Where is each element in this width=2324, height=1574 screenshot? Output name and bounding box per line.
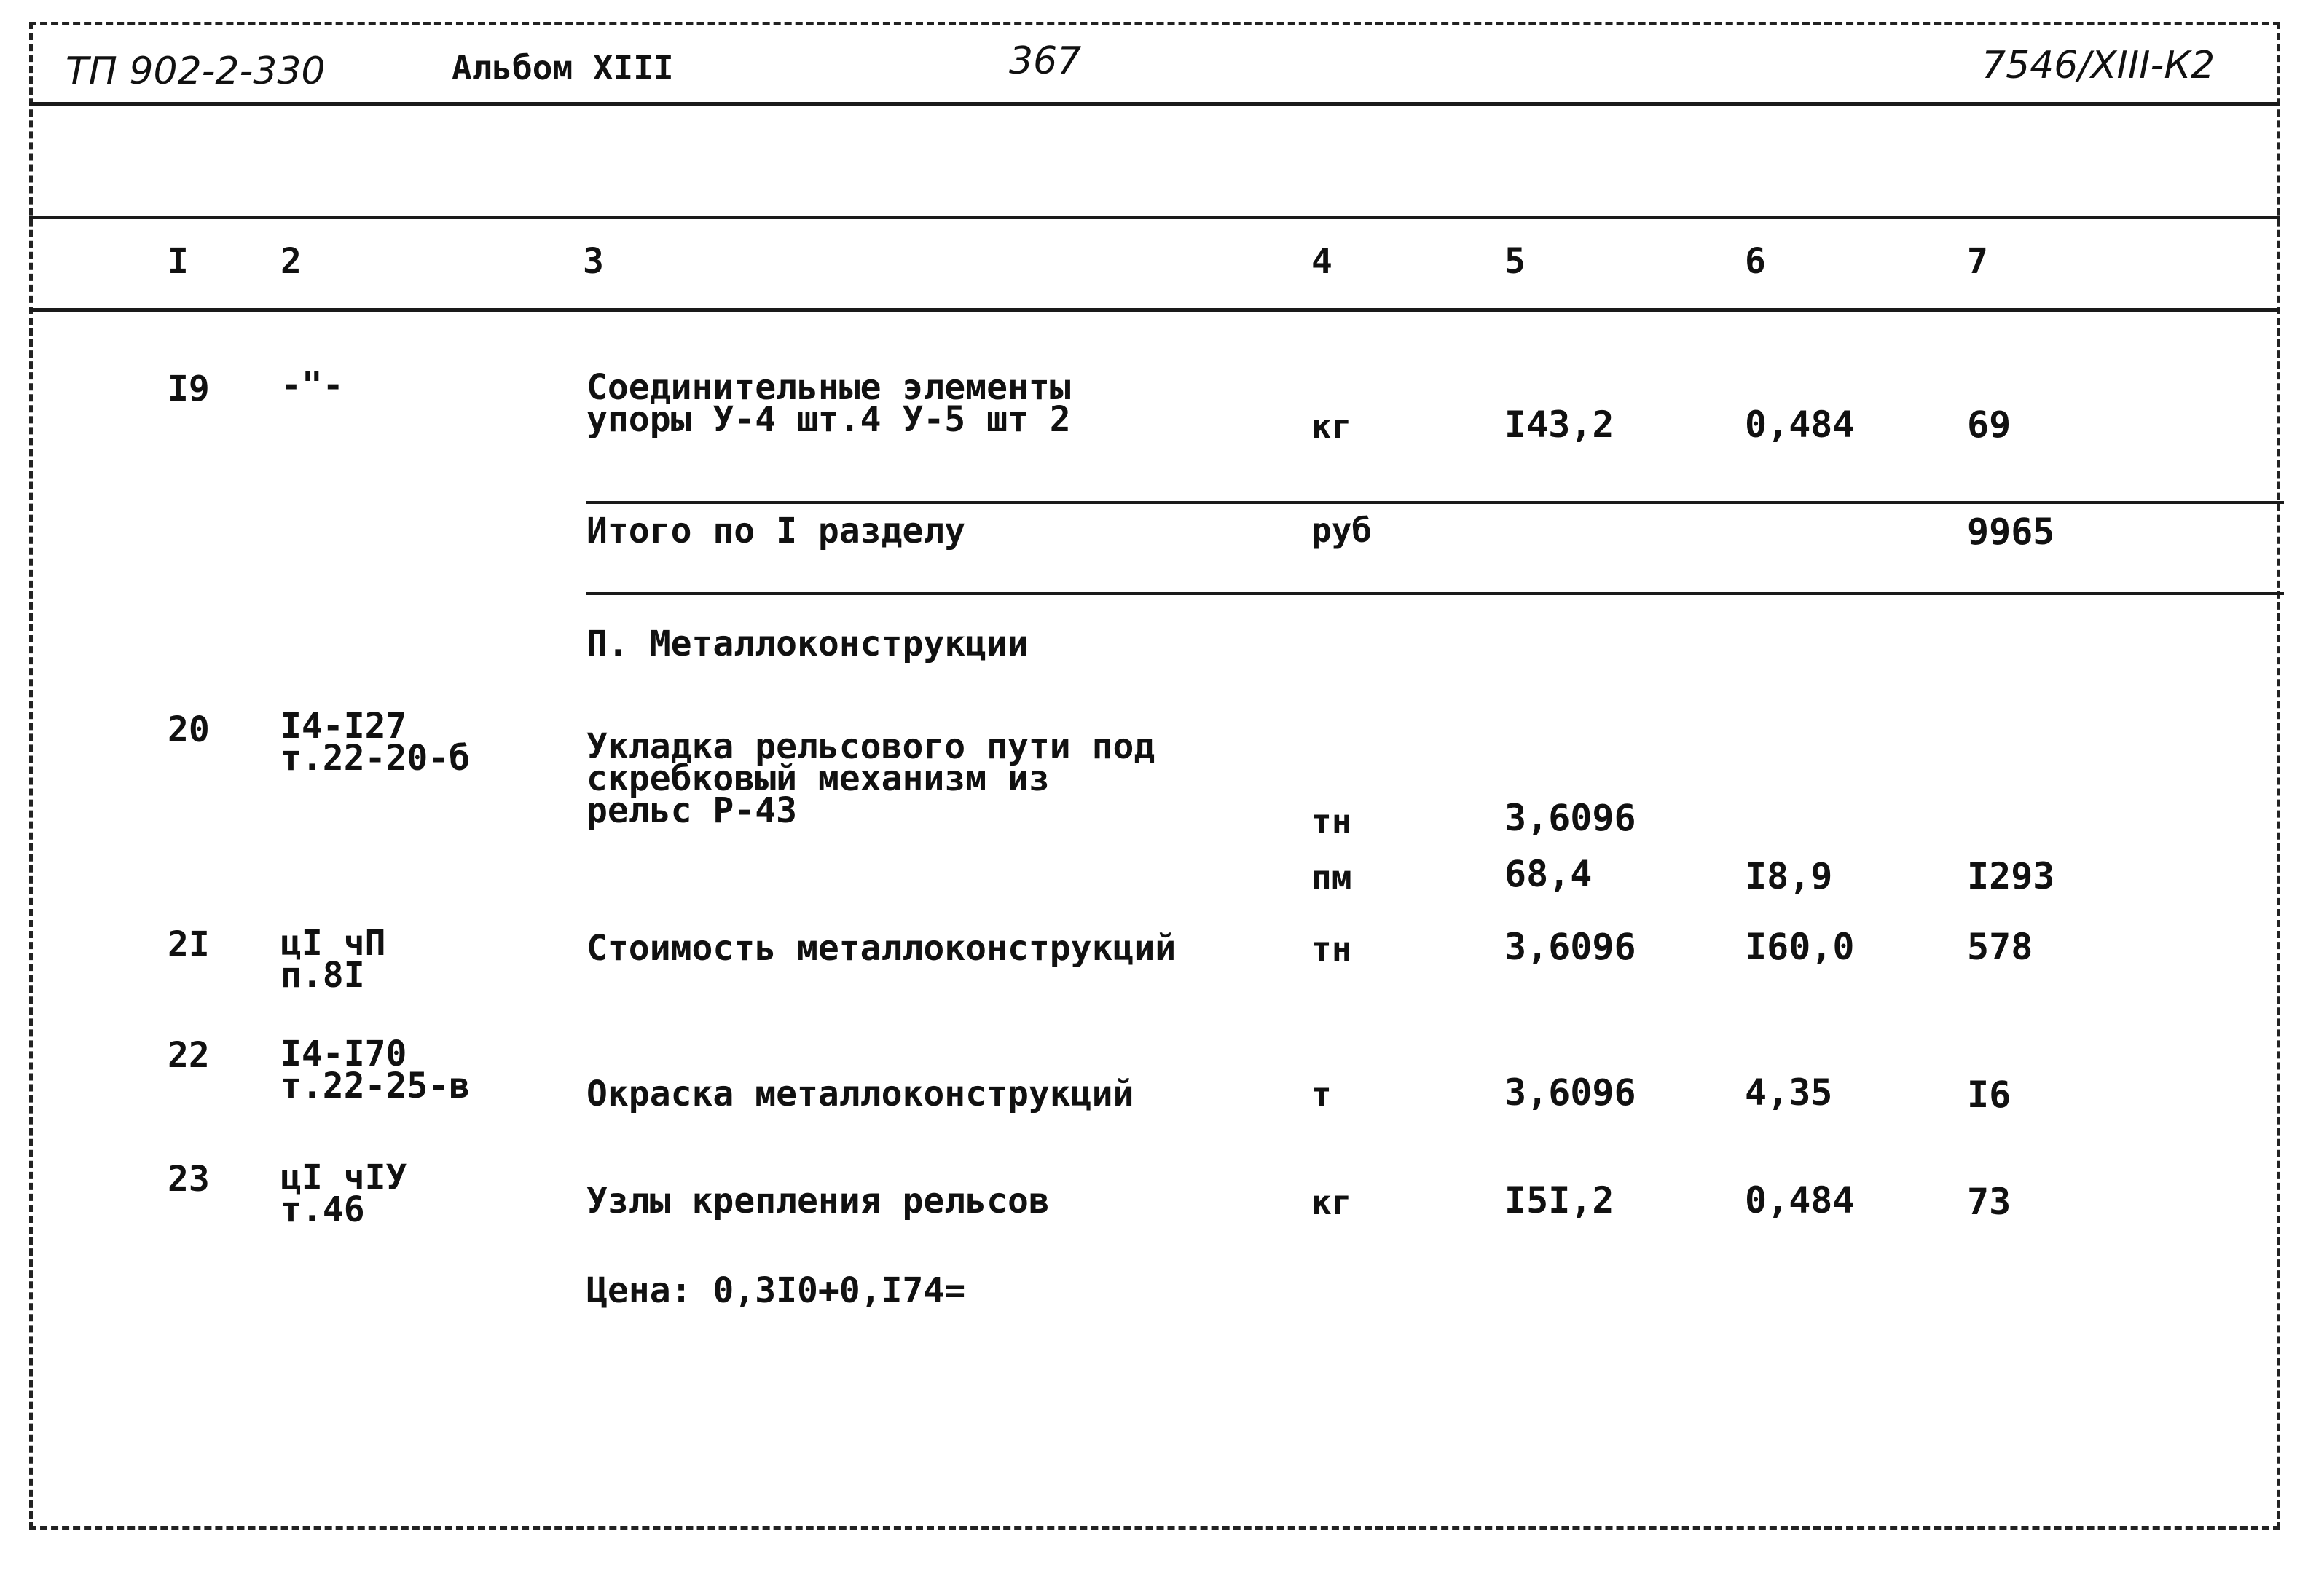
col-6-head: 6 [1745, 241, 1766, 282]
row-unit: кг [1311, 1183, 1352, 1222]
row-qty: 3,6096 [1504, 926, 1636, 968]
col-1-head: I [168, 241, 189, 282]
subtotal-bottom-rule [586, 592, 2284, 595]
row-total: 578 [1967, 926, 2033, 968]
row-desc: Укладка рельсового пути под скребковый механизм из рельс Р-43 [586, 726, 1155, 832]
page-number: 367 [1009, 39, 1082, 83]
row-total-2: I293 [1967, 855, 2055, 897]
row-num: 23 [168, 1159, 210, 1200]
row-num: 2I [168, 924, 210, 965]
row-unit: кг [1311, 407, 1352, 446]
row-qty: I5I,2 [1504, 1179, 1614, 1221]
column-head-top-rule [29, 216, 2280, 219]
row-desc: Узлы крепления рельсов [586, 1181, 1050, 1221]
row-unit: тн [1311, 802, 1352, 841]
price-note: Цена: 0,3I0+0,I74= [586, 1270, 966, 1311]
row-desc: Окраска металлоконструкций [586, 1074, 1134, 1114]
project-code: ТП 902-2-330 [66, 50, 326, 93]
row-price: 0,484 [1745, 1179, 1855, 1221]
row-total: 69 [1967, 404, 2011, 446]
row-unit-2: пм [1311, 858, 1352, 897]
header-rule [29, 102, 2280, 106]
inventory-number: 7546/XIII-К2 [1982, 44, 2215, 87]
row-ref: I4-I70 т.22-25-в [280, 1034, 471, 1107]
row-total: 9965 [1967, 511, 2055, 553]
column-head-bottom-rule [29, 308, 2280, 312]
row-unit: т [1311, 1075, 1332, 1114]
col-2-head: 2 [280, 241, 302, 282]
row-num: I9 [168, 369, 210, 409]
row-price: I60,0 [1745, 926, 1855, 968]
row-unit: тн [1311, 929, 1352, 969]
row-qty-2: 68,4 [1504, 853, 1593, 895]
row-ref: I4-I27 т.22-20-б [280, 706, 471, 779]
row-desc: Итого по I разделу [586, 511, 966, 551]
row-ref: цI чIУ т.46 [280, 1157, 407, 1231]
row-ref: -"- [280, 365, 344, 406]
row-price: 0,484 [1745, 404, 1855, 446]
row-ref: цI чП п.8I [280, 923, 386, 996]
row-unit: руб [1311, 511, 1373, 550]
album-label: Альбом XIII [452, 48, 674, 87]
row-total: 73 [1967, 1181, 2011, 1223]
col-3-head: 3 [583, 241, 604, 282]
row-desc: Стоимость металлоконструкций [586, 928, 1177, 969]
row-total: I6 [1967, 1074, 2011, 1116]
col-5-head: 5 [1504, 241, 1526, 282]
row-num: 20 [168, 709, 210, 750]
row-desc: Соединительные элементы упоры У-4 шт.4 У-5 шт 2 [586, 367, 1071, 441]
row-qty: 3,6096 [1504, 1071, 1636, 1114]
subtotal-top-rule [586, 501, 2284, 504]
row-qty: 3,6096 [1504, 797, 1636, 839]
col-4-head: 4 [1311, 241, 1332, 282]
row-qty: I43,2 [1504, 404, 1614, 446]
row-price: 4,35 [1745, 1071, 1833, 1114]
row-num: 22 [168, 1035, 210, 1076]
section-heading: П. Металлоконструкции [586, 623, 1029, 664]
row-price-2: I8,9 [1745, 855, 1833, 897]
col-7-head: 7 [1967, 241, 1988, 282]
